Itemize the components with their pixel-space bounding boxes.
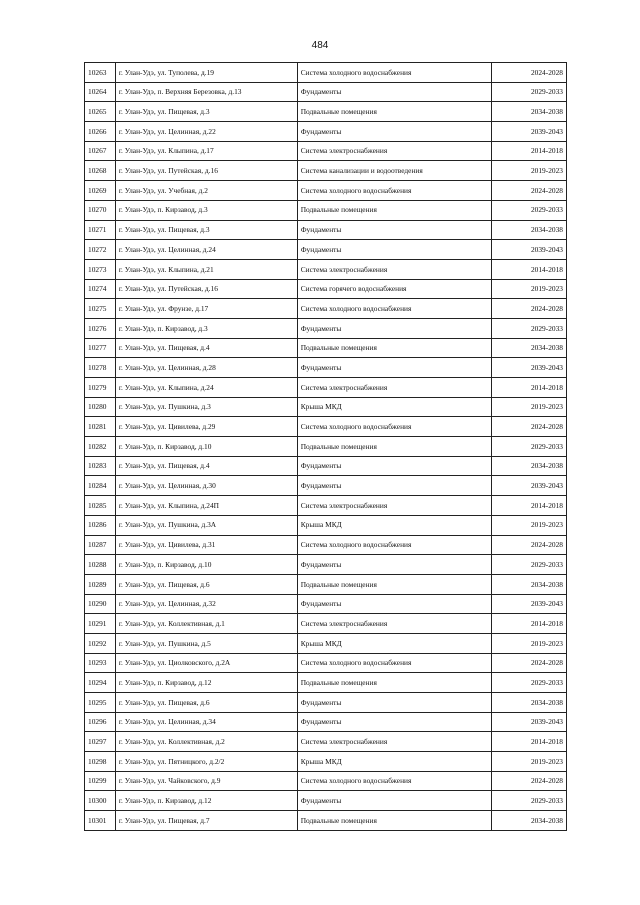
address-cell: г. Улан-Удэ, ул. Клыпина, д.21 [115,259,297,279]
repair-period-cell: 2019-2023 [491,279,566,299]
address-cell: г. Улан-Удэ, ул. Целинная, д.24 [115,240,297,260]
repair-period-cell: 2024-2028 [491,535,566,555]
repair-period-cell: 2024-2028 [491,771,566,791]
table-row [85,456,567,476]
structural-element-cell: Фундаменты [297,456,491,476]
row-number-cell: 10280 [85,397,116,417]
table-row [85,653,567,673]
structural-element-cell: Фундаменты [297,476,491,496]
structural-element-cell: Система электроснабжения [297,259,491,279]
structural-element-cell: Подвальные помещения [297,102,491,122]
structural-element-cell: Подвальные помещения [297,338,491,358]
structural-element-cell: Фундаменты [297,358,491,378]
row-number-cell: 10301 [85,811,116,831]
address-cell: г. Улан-Удэ, ул. Коллективная, д.2 [115,732,297,752]
repair-period-cell: 2019-2023 [491,515,566,535]
repair-period-cell: 2014-2018 [491,496,566,516]
repair-period-cell: 2034-2038 [491,102,566,122]
row-number-cell: 10300 [85,791,116,811]
address-cell: г. Улан-Удэ, п. Кирзавод, д.3 [115,200,297,220]
row-number-cell: 10269 [85,181,116,201]
repair-period-cell: 2039-2043 [491,712,566,732]
address-cell: г. Улан-Удэ, ул. Пищевая, д.7 [115,811,297,831]
table-row [85,279,567,299]
row-number-cell: 10264 [85,82,116,102]
row-number-cell: 10274 [85,279,116,299]
row-number-cell: 10291 [85,614,116,634]
address-cell: г. Улан-Удэ, п. Верхняя Березовка, д.13 [115,82,297,102]
table-row [85,594,567,614]
address-cell: г. Улан-Удэ, п. Кирзавод, д.12 [115,673,297,693]
table-row [85,240,567,260]
repair-period-cell: 2029-2033 [491,82,566,102]
structural-element-cell: Система электроснабжения [297,496,491,516]
repair-period-cell: 2039-2043 [491,122,566,142]
row-number-cell: 10270 [85,200,116,220]
address-cell: г. Улан-Удэ, ул. Целинная, д.30 [115,476,297,496]
table-row [85,141,567,161]
row-number-cell: 10293 [85,653,116,673]
address-cell: г. Улан-Удэ, ул. Пищевая, д.4 [115,338,297,358]
structural-element-cell: Система электроснабжения [297,378,491,398]
repair-period-cell: 2034-2038 [491,456,566,476]
row-number-cell: 10292 [85,633,116,653]
table-row [85,181,567,201]
table-row [85,220,567,240]
structural-element-cell: Подвальные помещения [297,673,491,693]
table-row [85,259,567,279]
structural-element-cell: Фундаменты [297,220,491,240]
structural-element-cell: Фундаменты [297,240,491,260]
table-row [85,752,567,772]
structural-element-cell: Система холодного водоснабжения [297,771,491,791]
row-number-cell: 10271 [85,220,116,240]
table-row [85,338,567,358]
table-row [85,673,567,693]
structural-element-cell: Система электроснабжения [297,732,491,752]
repair-period-cell: 2039-2043 [491,594,566,614]
structural-element-cell: Фундаменты [297,693,491,713]
structural-element-cell: Фундаменты [297,82,491,102]
address-cell: г. Улан-Удэ, ул. Туполева, д.19 [115,63,297,83]
table-row [85,122,567,142]
repair-period-cell: 2014-2018 [491,614,566,634]
row-number-cell: 10278 [85,358,116,378]
address-cell: г. Улан-Удэ, п. Кирзавод, д.12 [115,791,297,811]
repair-period-cell: 2024-2028 [491,653,566,673]
row-number-cell: 10298 [85,752,116,772]
row-number-cell: 10296 [85,712,116,732]
repair-period-cell: 2029-2033 [491,791,566,811]
repair-period-cell: 2034-2038 [491,574,566,594]
structural-element-cell: Подвальные помещения [297,574,491,594]
structural-element-cell: Крыша МКД [297,515,491,535]
table-row [85,712,567,732]
table-row [85,811,567,831]
address-cell: г. Улан-Удэ, ул. Клыпина, д.17 [115,141,297,161]
table-row [85,378,567,398]
structural-element-cell: Крыша МКД [297,633,491,653]
address-cell: г. Улан-Удэ, ул. Пищевая, д.3 [115,220,297,240]
row-number-cell: 10288 [85,555,116,575]
table-row [85,633,567,653]
table-row [85,63,567,83]
row-number-cell: 10294 [85,673,116,693]
row-number-cell: 10279 [85,378,116,398]
table-row [85,318,567,338]
table-row [85,614,567,634]
repair-period-cell: 2024-2028 [491,181,566,201]
structural-element-cell: Фундаменты [297,594,491,614]
repair-period-cell: 2029-2033 [491,200,566,220]
address-cell: г. Улан-Удэ, ул. Целинная, д.32 [115,594,297,614]
structural-element-cell: Подвальные помещения [297,437,491,457]
repair-period-cell: 2039-2043 [491,240,566,260]
table-row [85,358,567,378]
address-cell: г. Улан-Удэ, ул. Целинная, д.34 [115,712,297,732]
row-number-cell: 10268 [85,161,116,181]
repair-period-cell: 2024-2028 [491,417,566,437]
address-cell: г. Улан-Удэ, ул. Пушкина, д.3 [115,397,297,417]
address-cell: г. Улан-Удэ, ул. Фрунзе, д.17 [115,299,297,319]
repair-period-cell: 2014-2018 [491,732,566,752]
row-number-cell: 10277 [85,338,116,358]
row-number-cell: 10273 [85,259,116,279]
address-cell: г. Улан-Удэ, ул. Пищевая, д.3 [115,102,297,122]
row-number-cell: 10295 [85,693,116,713]
address-cell: г. Улан-Удэ, ул. Клыпина, д.24 [115,378,297,398]
address-cell: г. Улан-Удэ, ул. Пушкина, д.5 [115,633,297,653]
structural-element-cell: Фундаменты [297,122,491,142]
repair-period-cell: 2039-2043 [491,476,566,496]
repair-period-cell: 2034-2038 [491,811,566,831]
structural-element-cell: Фундаменты [297,555,491,575]
address-cell: г. Улан-Удэ, ул. Цивилева, д.31 [115,535,297,555]
repair-period-cell: 2034-2038 [491,220,566,240]
structural-element-cell: Фундаменты [297,712,491,732]
repair-period-cell: 2014-2018 [491,259,566,279]
address-cell: г. Улан-Удэ, п. Кирзавод, д.3 [115,318,297,338]
structural-element-cell: Подвальные помещения [297,200,491,220]
repair-period-cell: 2034-2038 [491,338,566,358]
row-number-cell: 10287 [85,535,116,555]
table-row [85,791,567,811]
row-number-cell: 10275 [85,299,116,319]
structural-element-cell: Система электроснабжения [297,141,491,161]
address-cell: г. Улан-Удэ, ул. Пушкина, д.3А [115,515,297,535]
row-number-cell: 10284 [85,476,116,496]
structural-element-cell: Система холодного водоснабжения [297,653,491,673]
table-row [85,574,567,594]
row-number-cell: 10276 [85,318,116,338]
row-number-cell: 10289 [85,574,116,594]
table-row [85,555,567,575]
row-number-cell: 10267 [85,141,116,161]
row-number-cell: 10266 [85,122,116,142]
table-row [85,496,567,516]
row-number-cell: 10286 [85,515,116,535]
structural-element-cell: Крыша МКД [297,752,491,772]
table-row [85,771,567,791]
repair-period-cell: 2034-2038 [491,693,566,713]
repair-period-cell: 2024-2028 [491,299,566,319]
address-cell: г. Улан-Удэ, ул. Путейская, д.16 [115,161,297,181]
table-row [85,437,567,457]
row-number-cell: 10299 [85,771,116,791]
table-row [85,200,567,220]
address-cell: г. Улан-Удэ, ул. Пятницкого, д.2/2 [115,752,297,772]
repair-period-cell: 2019-2023 [491,397,566,417]
table-row [85,82,567,102]
repair-period-cell: 2029-2033 [491,318,566,338]
address-cell: г. Улан-Удэ, ул. Целинная, д.28 [115,358,297,378]
table-row [85,417,567,437]
address-cell: г. Улан-Удэ, ул. Пищевая, д.4 [115,456,297,476]
repair-period-cell: 2019-2023 [491,752,566,772]
page-number: 484 [311,40,329,51]
repair-period-cell: 2029-2033 [491,555,566,575]
table-row [85,693,567,713]
repair-period-cell: 2024-2028 [491,63,566,83]
structural-element-cell: Фундаменты [297,318,491,338]
table-row [85,397,567,417]
structural-element-cell: Система холодного водоснабжения [297,417,491,437]
repair-period-cell: 2029-2033 [491,673,566,693]
row-number-cell: 10272 [85,240,116,260]
structural-element-cell: Система холодного водоснабжения [297,63,491,83]
structural-element-cell: Подвальные помещения [297,811,491,831]
repair-period-cell: 2019-2023 [491,633,566,653]
structural-element-cell: Система канализации и водоотведения [297,161,491,181]
row-number-cell: 10285 [85,496,116,516]
address-cell: г. Улан-Удэ, ул. Целинная, д.22 [115,122,297,142]
address-cell: г. Улан-Удэ, ул. Чайковского, д.9 [115,771,297,791]
address-cell: г. Улан-Удэ, ул. Клыпина, д.24П [115,496,297,516]
repair-period-cell: 2014-2018 [491,141,566,161]
table-row [85,515,567,535]
repair-period-cell: 2039-2043 [491,358,566,378]
table-row [85,732,567,752]
row-number-cell: 10281 [85,417,116,437]
row-number-cell: 10297 [85,732,116,752]
repair-period-cell: 2029-2033 [491,437,566,457]
repair-period-cell: 2019-2023 [491,161,566,181]
table-body [85,63,567,831]
address-cell: г. Улан-Удэ, ул. Пищевая, д.6 [115,574,297,594]
table-row [85,476,567,496]
address-cell: г. Улан-Удэ, п. Кирзавод, д.10 [115,555,297,575]
structural-element-cell: Система холодного водоснабжения [297,299,491,319]
row-number-cell: 10265 [85,102,116,122]
table-row [85,535,567,555]
address-cell: г. Улан-Удэ, ул. Цивилева, д.29 [115,417,297,437]
row-number-cell: 10283 [85,456,116,476]
row-number-cell: 10263 [85,63,116,83]
structural-element-cell: Система холодного водоснабжения [297,535,491,555]
address-cell: г. Улан-Удэ, ул. Циолковского, д.2А [115,653,297,673]
table-row [85,299,567,319]
address-cell: г. Улан-Удэ, ул. Пищевая, д.6 [115,693,297,713]
table-row [85,161,567,181]
structural-element-cell: Крыша МКД [297,397,491,417]
structural-element-cell: Система электроснабжения [297,614,491,634]
address-cell: г. Улан-Удэ, ул. Коллективная, д.1 [115,614,297,634]
repair-period-cell: 2014-2018 [491,378,566,398]
capital-repair-table [84,62,567,831]
structural-element-cell: Система холодного водоснабжения [297,181,491,201]
address-cell: г. Улан-Удэ, п. Кирзавод, д.10 [115,437,297,457]
row-number-cell: 10282 [85,437,116,457]
address-cell: г. Улан-Удэ, ул. Путейская, д.16 [115,279,297,299]
row-number-cell: 10290 [85,594,116,614]
table-row [85,102,567,122]
structural-element-cell: Фундаменты [297,791,491,811]
address-cell: г. Улан-Удэ, ул. Учебная, д.2 [115,181,297,201]
structural-element-cell: Система горячего водоснабжения [297,279,491,299]
